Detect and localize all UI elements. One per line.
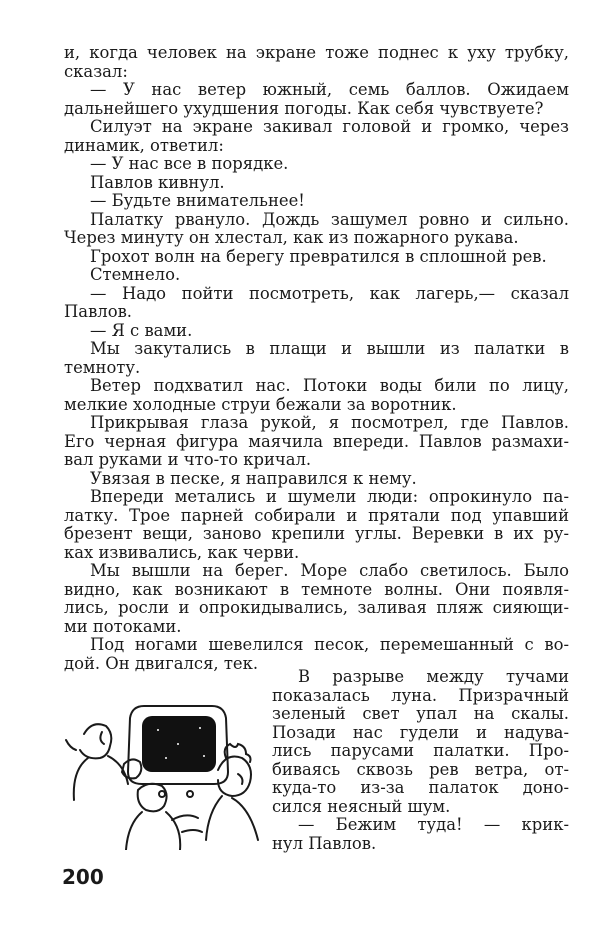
page-number: 200: [62, 865, 104, 889]
text-line: латку. Трое парней собирали и прятали под упавший: [64, 505, 569, 525]
text-line: Прикрывая глаза рукой, я посмотрел, где Павлов.: [90, 413, 569, 432]
text-line: — У нас все в порядке.: [90, 154, 289, 173]
text-line: вал руками и что-то кричал.: [64, 450, 312, 469]
illustration-people-at-screen: [62, 700, 268, 850]
text-line: мелкие холодные струи бежали за воротник.: [64, 394, 457, 414]
person-small: [122, 759, 141, 778]
text-line: Мы вышли на берег. Море слабо светилось. Было: [90, 561, 569, 580]
text-line: Впереди метались и шумели люди: опрокинуло па-: [90, 487, 569, 506]
text-line: — У нас ветер южный, семь баллов. Ожидаем: [90, 80, 569, 99]
text-line: ми потоками.: [64, 616, 182, 636]
text-line: Стемнело.: [90, 265, 181, 284]
text-line: сказал:: [64, 61, 128, 81]
text-line: — Будьте внимательнее!: [90, 191, 305, 210]
text-line: сился неясный шум.: [272, 796, 451, 816]
text-line: Под ногами шевелился песок, перемешанный с во-: [90, 635, 569, 654]
text-line: — Бежим туда! — крик-: [298, 815, 569, 834]
text-line: лись, росли и опрокидывались, заливая пляж сияющи-: [64, 598, 569, 617]
main-text-column: [64, 44, 569, 673]
text-line: показалась луна. Призрачный: [272, 685, 569, 705]
illustration-drawing: [62, 700, 268, 850]
text-line: Силуэт на экране закивал головой и громко, через: [90, 117, 569, 136]
text-line: брезент вещи, заново крепили углы. Веревки в их ру-: [64, 524, 569, 543]
text-line: Через минуту он хлестал, как из пожарного рукава.: [64, 228, 519, 247]
text-line: Увязая в песке, я направился к нему.: [90, 468, 417, 488]
monitor-knob: [187, 791, 193, 797]
text-line: Мы закутались в плащи и вышли из палатки в: [90, 339, 569, 358]
person-left: [66, 724, 128, 800]
text-line: видно, как возникают в темноте волны. Они появля-: [64, 579, 569, 599]
text-line: биваясь сквозь рев ветра, от-: [272, 759, 569, 779]
text-line: зеленый свет упал на скалы.: [272, 704, 569, 723]
text-line: Палатку рвануло. Дождь зашумел ровно и сильно.: [90, 209, 569, 229]
text-line: темноту.: [64, 357, 141, 377]
text-line: — Я с вами.: [90, 320, 193, 340]
text-line: Ветер подхватил нас. Потоки воды били по лицу,: [90, 376, 569, 395]
monitor-knob: [159, 791, 165, 797]
text-line: и, когда человек на экране тоже поднес к уху трубку,: [64, 43, 569, 62]
text-line: динамик, ответил:: [64, 135, 224, 155]
text-line: ках извивались, как черви.: [64, 542, 300, 562]
text-line: — Надо пойти посмотреть, как лагерь,— сказал: [90, 283, 569, 303]
text-line: нул Павлов.: [272, 833, 377, 853]
wrapped-text-column: [272, 668, 569, 853]
text-line: дальнейшего ухудшения погоды. Как себя чувствуете?: [64, 98, 544, 118]
text-line: Его черная фигура маячила впереди. Павлов размахи-: [64, 431, 569, 451]
text-line: куда-то из-за палаток доно-: [272, 778, 569, 797]
text-line: В разрыве между тучами: [298, 667, 569, 686]
text-line: дой. Он двигался, тек.: [64, 653, 259, 673]
person-right: [206, 757, 258, 841]
text-line: Грохот волн на берегу превратился в сплошной рев.: [90, 246, 547, 266]
person-center: [126, 784, 180, 850]
text-line: лись парусами палатки. Про-: [272, 741, 569, 760]
text-line: Павлов.: [64, 302, 133, 321]
text-line: Позади нас гудели и надува-: [272, 722, 569, 742]
text-line: Павлов кивнул.: [90, 172, 225, 192]
